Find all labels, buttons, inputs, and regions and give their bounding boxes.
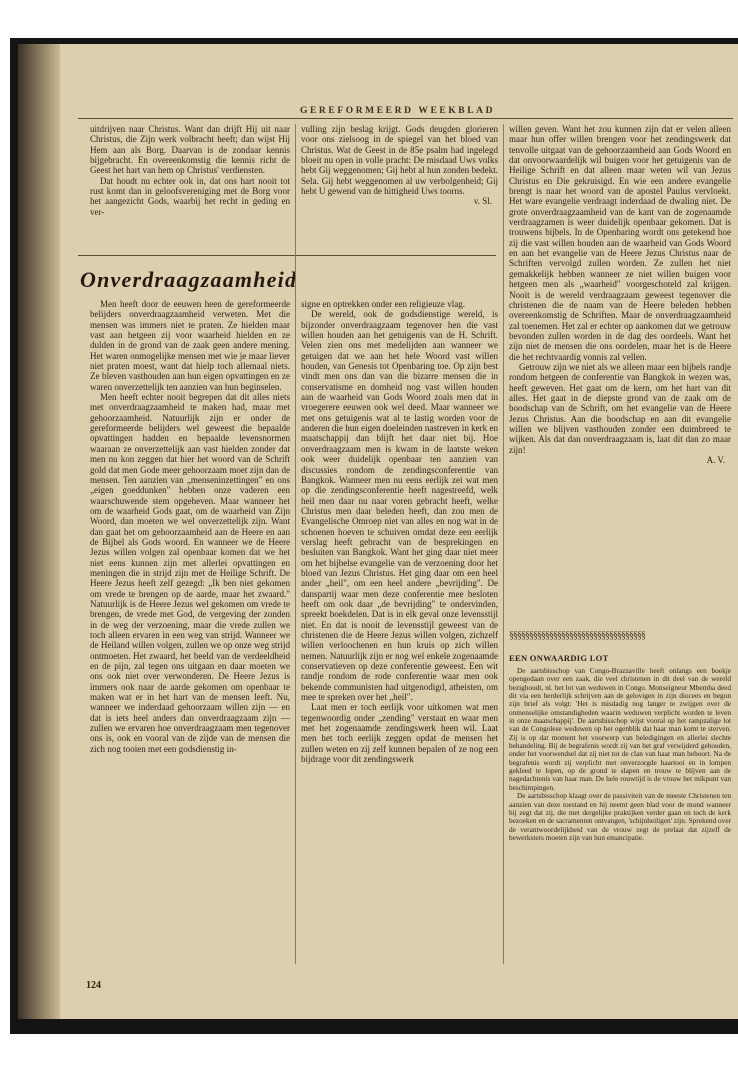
binding-shadow: [18, 44, 60, 1019]
masthead: GEREFORMEERD WEEKBLAD: [300, 106, 496, 116]
article-column-1: [90, 299, 290, 754]
ornament-divider: §§§§§§§§§§§§§§§§§§§§§§§§§§§§§§§§§§: [509, 630, 645, 641]
paragraph: Dat houdt nu echter ook in, dat ons hart nooit tot rust komt dan in geloofsvereniging met de Borg voor het aangezicht Gods, waarbij het recht in geding en ver-: [90, 175, 290, 217]
article-signature: A. V.: [706, 455, 725, 465]
paragraph: De aartsbisschop klaagt over de passiviteit van de meeste Christenen ten aanzien van deze toestand en hij neemt geen blad voor de mond wanneer hij zegt dat zij, die met dergelijke praktijken verder gaan en toch de kerk bezoeken en de sacramenten ontvangen, 'schijnheiligen' zijn. Sprekend over de verantwoordelijkheid van de vrouw zegt de prelaat dat zijzelf de bewerksters moeten zijn van hun emancipatie.: [509, 791, 731, 842]
box-article-body: [509, 667, 731, 842]
column-divider-1: [295, 124, 296, 964]
column-divider-2: [503, 124, 504, 964]
top-column-1: [90, 124, 290, 217]
paragraph: Getrouw zijn we niet als we alleen maar een bijbels randje rondom hetgeen de conferentie van Bangkok in wezen was, heeft geweven. Het gaat om de kern, om het hart van dit alles. Het gaat in de diepste grond van de zaak om de boodschap van de Schrift, om het evangelie van de Heere Jezus Christus. Aan die boodschap en aan dit evangelie willen we blijven vasthouden zonder een duimbreed te wijken. Als dat dan onverdraagzaam is, laat dit dan zo maar zijn!: [509, 361, 731, 455]
section-rule: [78, 255, 496, 256]
paragraph: signe en optrekken onder een religieuze vlag.: [301, 299, 466, 309]
article-column-3: [509, 124, 731, 465]
paragraph: Men heeft echter nooit begrepen dat dit alles niets met onverdraagzaamheid te maken had, maar met gehoorzaamheid. Natuurlijk zijn er onder de gereformeerde belijders wel geweest die bepaalde opvattingen hadden en bepaalde levensnormen waaraan ze onverzettelijk aan vast hielden zonder dat men nu kon zeggen dat hier het woord van de Schrift gold dat men Gode meer gehoorzaam moet zijn dan de mensen. Ten aanzien van „menseninzettingen" en ons „eigen goeddunken" hebben onze vaderen een waarschuwende stem opgeheven. Maar wanneer het om de waarheid Gods gaat, om de waarheid van Zijn Woord, dan moeten we wel onverzettelijk zijn. Want dan gaat het om gehoorzaamheid aan de Heere en aan de Bijbel als Gods woord. En wanneer we de Heere Jezus willen volgen zal openbaar komen dat we het niet eens kunnen zijn met allerlei opvattingen en meningen die in strijd zijn met de Heilige Schrift. De Heere Jezus heeft zelf gezegd: „Ik ben niet gekomen om vrede te brengen op de aarde, maar het zwaard." Natuurlijk is de Heere Jezus wel gekomen om vrede te brengen, de vrede met God, de vergeving der zonden in de weg der verzoening, maar die vrede zullen we toch alleen ervaren in een weg van strijd. Wanneer we de Heiland willen volgen, zullen we op onze weg strijd ontmoeten. Het zwaard, het beeld van de verdeeldheid en de pijn, zal tegen ons uitgaan en daar moeten we ons ook niet over verwonderen. De Heere Jezus is immers ook naar de aarde gekomen om openbaar te maken wat er in het hart van de mensen leeft. Nu, wanneer we inderdaad gehoorzaam willen zijn — en dat is iets heel anders dan onverdraagzaam zijn — zullen we ervaren hoe onverdraagzaam men tegenover ons is, ook en vooral van de zijde van de mensen die zich nog tooien met een godsdienstig in-: [90, 392, 290, 754]
page-number: 124: [86, 980, 101, 991]
paragraph: Men heeft door de eeuwen heen de gereformeerde belijders onverdraagzaamheid verweten. Met die mensen was immers niet te praten. Ze hielden maar vast aan hetgeen zij voor waarheid hielden en ze dulden in de grond van de zaak geen andere mening. Het waren onmogelijke mensen met wie je maar liever niet praten moest, want dat hielp toch allemaal niets. Ze bleven vasthouden aan hun eigen opvattingen en ze waren onverzettelijk ten aanzien van hun beginselen.: [90, 299, 290, 392]
paragraph: willen geven. Want het zou kunnen zijn dat er velen alleen maar hun offer willen brengen voor het zendingswerk dat tenvolle uitgaat van de gehoorzaamheid aan Gods Woord en dat onvoorwaardelijk wil buigen voor het getuigenis van de Heilige Schrift en dat alleen maar weten wil van Jezus Christus en Die gekruisigd. En wie een andere evangelie brengt is naar het woord van de apostel Paulus vervloekt. Het ware evangelie verdraagt inderdaad de dwaling niet. De grote onverdraagzaamheid van de kant van de zogenaamde verdraagzamen is weer duidelijk openbaar gekomen. Dat is trouwens bijbels. In de Openbaring wordt ons getekend hoe zij die vast willen houden aan de waarheid van Gods Woord en aan het evangelie van de Heere Jezus Christus naar de Schriften vervolgd zullen worden. Ze zullen het niet gemakkelijk hebben wanneer ze niet willen buigen voor hetgeen men als „waarheid" voorgeschoteld zal krijgen. Nooit is de wereld verdraagzaam geweest tegenover die christenen die de naam van de Heere beleden hebben overeenkomstig de Schriften. Maar de onverdraagzaamheid zal toenemen. Het zal er echter op aankomen dat we getrouw bevonden zullen worden in de dag des oordeels. Want het zijn niet de mensen die ons oordelen, maar het is de Heere die het rechtvaardig vonnis zal vellen.: [509, 124, 731, 362]
paragraph: De wereld, ook de godsdienstige wereld, is bijzonder onverdraagzaam tegenover hen die vast willen houden aan het getuigenis van de H. Schrift. Velen zien ons met medelijden aan wanneer we getuigen dat we aan het hele Woord vast willen houden, van Genesis tot Openbaring toe. Op zijn best vindt men ons dan van die bizarre mensen die in conservatisme en domheid nog vast willen houden aan de waarheid van Gods Woord zoals men dat in vroegerere eeuwen ook wel deed. Maar wanneer we met ons getuigenis wat al te lastig worden voor de anderen die hun eigen doeleinden nastreven in kerk en maatschappij dan blijft het daar niet bij. Hoe onverdraagzaam men is kwam in de laatste weken ook weer duidelijk openbaar ten aanzien van discussies rondom de zendingsconferentie van Bangkok. Wanneer men nu eens eerlijk zei wat men op die zendingsconferentie heeft nagestreefd, welk heil men daar nu naar voren gebracht heeft, welke Christus men daar beleden heeft, dan zou men de Evangelische Omroep niet van alles en nog wat in de schoenen hoeven te schuiven omdat deze een eerlijk verslag heeft gebracht van de besprekingen en besluiten van Bangkok. Want het ging daar niet meer om het bijbelse evangelie van de verzoening door het bloed van Jezus Christus. Het ging daar om een heel ander „heil", om een heel andere „bevrijding". De danspartij waar men deze conferentie mee besloten heeft om ook daar „de bevrijding" te ondervinden, spreekt boekdelen. Dat is in elk geval onze levensstijl niet. En dat is nooit de levensstijl geweest van de christenen die de Heere Jezus willen volgen, zichzelf willen verloochenen en hun kruis op zich willen nemen. Natuurlijk zijn er nog wel enkele zogenaamde conservatieven op deze conferentie geweest. Een wit randje rondom de rode conferentie waar men ook bekende communisten had uitgenodigd, atheisten, om mee te spreken over het „heil".: [301, 309, 498, 703]
top-signature: v. Sl.: [473, 196, 492, 207]
paragraph: Laat men er toch eerlijk voor uitkomen wat men tegenwoordig onder „zending" verstaat en waar men met het zogenaamde zendingswerk heen wil. Laat men het toch eerlijk zeggen opdat de mensen het zullen weten en zij zelf kunnen bepalen of ze nog een bijdrage voor dit zendingswerk: [301, 702, 498, 765]
article-column-2: [301, 299, 498, 764]
paragraph: De aartsbisschop van Congo-Brazzaville heeft onlangs een boekje opengedaan over een zaak, die veel christenen in dit deel van de wereld bezighoudt, nl. het lot van weduwen in Congo. Monseigneur Mbemba deed dit via een herderlijk schrijven aan de gelovigen in zijn diocees en begon zijn brief als volgt: 'Het is misdadig nog langer te zwijgen over de onmenselijke omstandigheden waarin weduwen verplicht worden te leven in onze maatschappij'. De aartsbisschop wijst vooral op het rampzalige lot van de Congolese weduwen op het ogenblik dat haar man komt te sterven. Zij is op dat moment het voorwerp van beledigingen en allerlei slechte behandeling. Bij de begrafenis wordt zij van het graf verwijderd gehouden, onder het voorwendsel dat zij niet tot de clan van haar man behoort. Na de begrafenis wordt zij verplicht met onverzorgde haartooi en in lompen gekleed te lopen, op de grond te slapen en trouw te blijven aan de nagedachtenis van haar man. De hele rouwtijd is de vrouw het mikpunt van beschimpingen.: [509, 666, 731, 792]
masthead-rule: [78, 118, 733, 119]
box-heading: EEN ONWAARDIG LOT: [509, 653, 609, 663]
article-title: Onverdraagzaamheid: [80, 267, 298, 292]
paragraph: uitdrijven naar Christus. Want dan drijft Hij uit naar Christus, die Zijn werk volbracht heeft; dan wijst Hij Hem aan als Borg. Daarvan is de zondaar kennis bijgebracht. En overeenkomstig die kennis richt de Geest het hart van hem op Christus' verdiensten.: [90, 124, 290, 176]
top-column-2: [301, 124, 498, 206]
paragraph: vulling zijn beslag krijgt. Gods deugden glorieren voor ons zielsoog in de spiegel van het bloed van Christus. Wat de Geest in de 85e psalm had ingelegd bloeit nu open in volle pracht: De misdaad Uws volks hebt Gij weggenomen; Gij hebt al hun zonden bedekt. Sela. Gij hebt weggenomen al uw verbolgenheid; Gij hebt U gewend van de hittigheid Uws toorns.: [301, 124, 498, 197]
